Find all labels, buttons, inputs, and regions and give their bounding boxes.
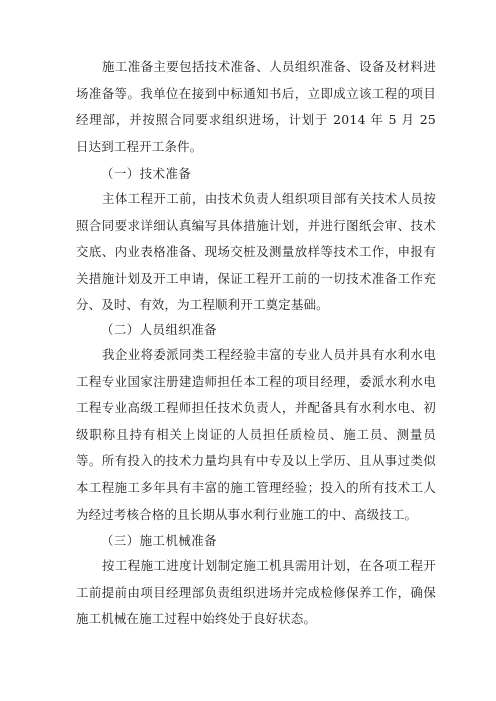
intro-paragraph: 施工准备主要包括技术准备、人员组织准备、设备及材料进场准备等。我单位在接到中标通知书后，立即成立该工程的项目经理部，并按照合同要求组织进场，计划于 2014 年 5 月 25 日达到工程开工条件。: [76, 59, 436, 154]
section-heading-personnel-preparation: （二）人员组织准备: [101, 322, 218, 337]
section-body-personnel-preparation: 我企业将委派同类工程经验丰富的专业人员并具有水利水电工程专业国家注册建造师担任本工程的项目经理，委派水利水电工程专业高级工程师担任技术负责人，并配备具有水利水电、初级职称且持有相关上岗证的人员担任质检员、施工员、测量员等。所有投入的技术力量均具有中专及以上学历、且从事过类似本工程施工多年具有丰富的施工管理经验；投入的所有技术工人为经过考核合格的且长期从事水利行业施工的中、高级技工。: [76, 347, 436, 522]
section-heading-machinery-preparation: （三）施工机械准备: [101, 533, 218, 548]
section-body-machinery-preparation: 按工程施工进度计划制定施工机具需用计划，在各项工程开工前提前由项目经理部负责组织进场并完成检修保养工作，确保施工机械在施工过程中始终处于良好状态。: [76, 558, 436, 627]
section-heading-technical-preparation: （一）技术准备: [101, 166, 192, 181]
section-body-technical-preparation: 主体工程开工前，由技术负责人组织项目部有关技术人员按照合同要求详细认真编写具体措施计划，并进行图纸会审、技术交底、内业表格准备、现场交桩及测量放样等技术工作，申报有关措施计划及开工申请，保证工程开工前的一切技术准备工作充分、及时、有效，为工程顺利开工奠定基础。: [76, 191, 436, 313]
